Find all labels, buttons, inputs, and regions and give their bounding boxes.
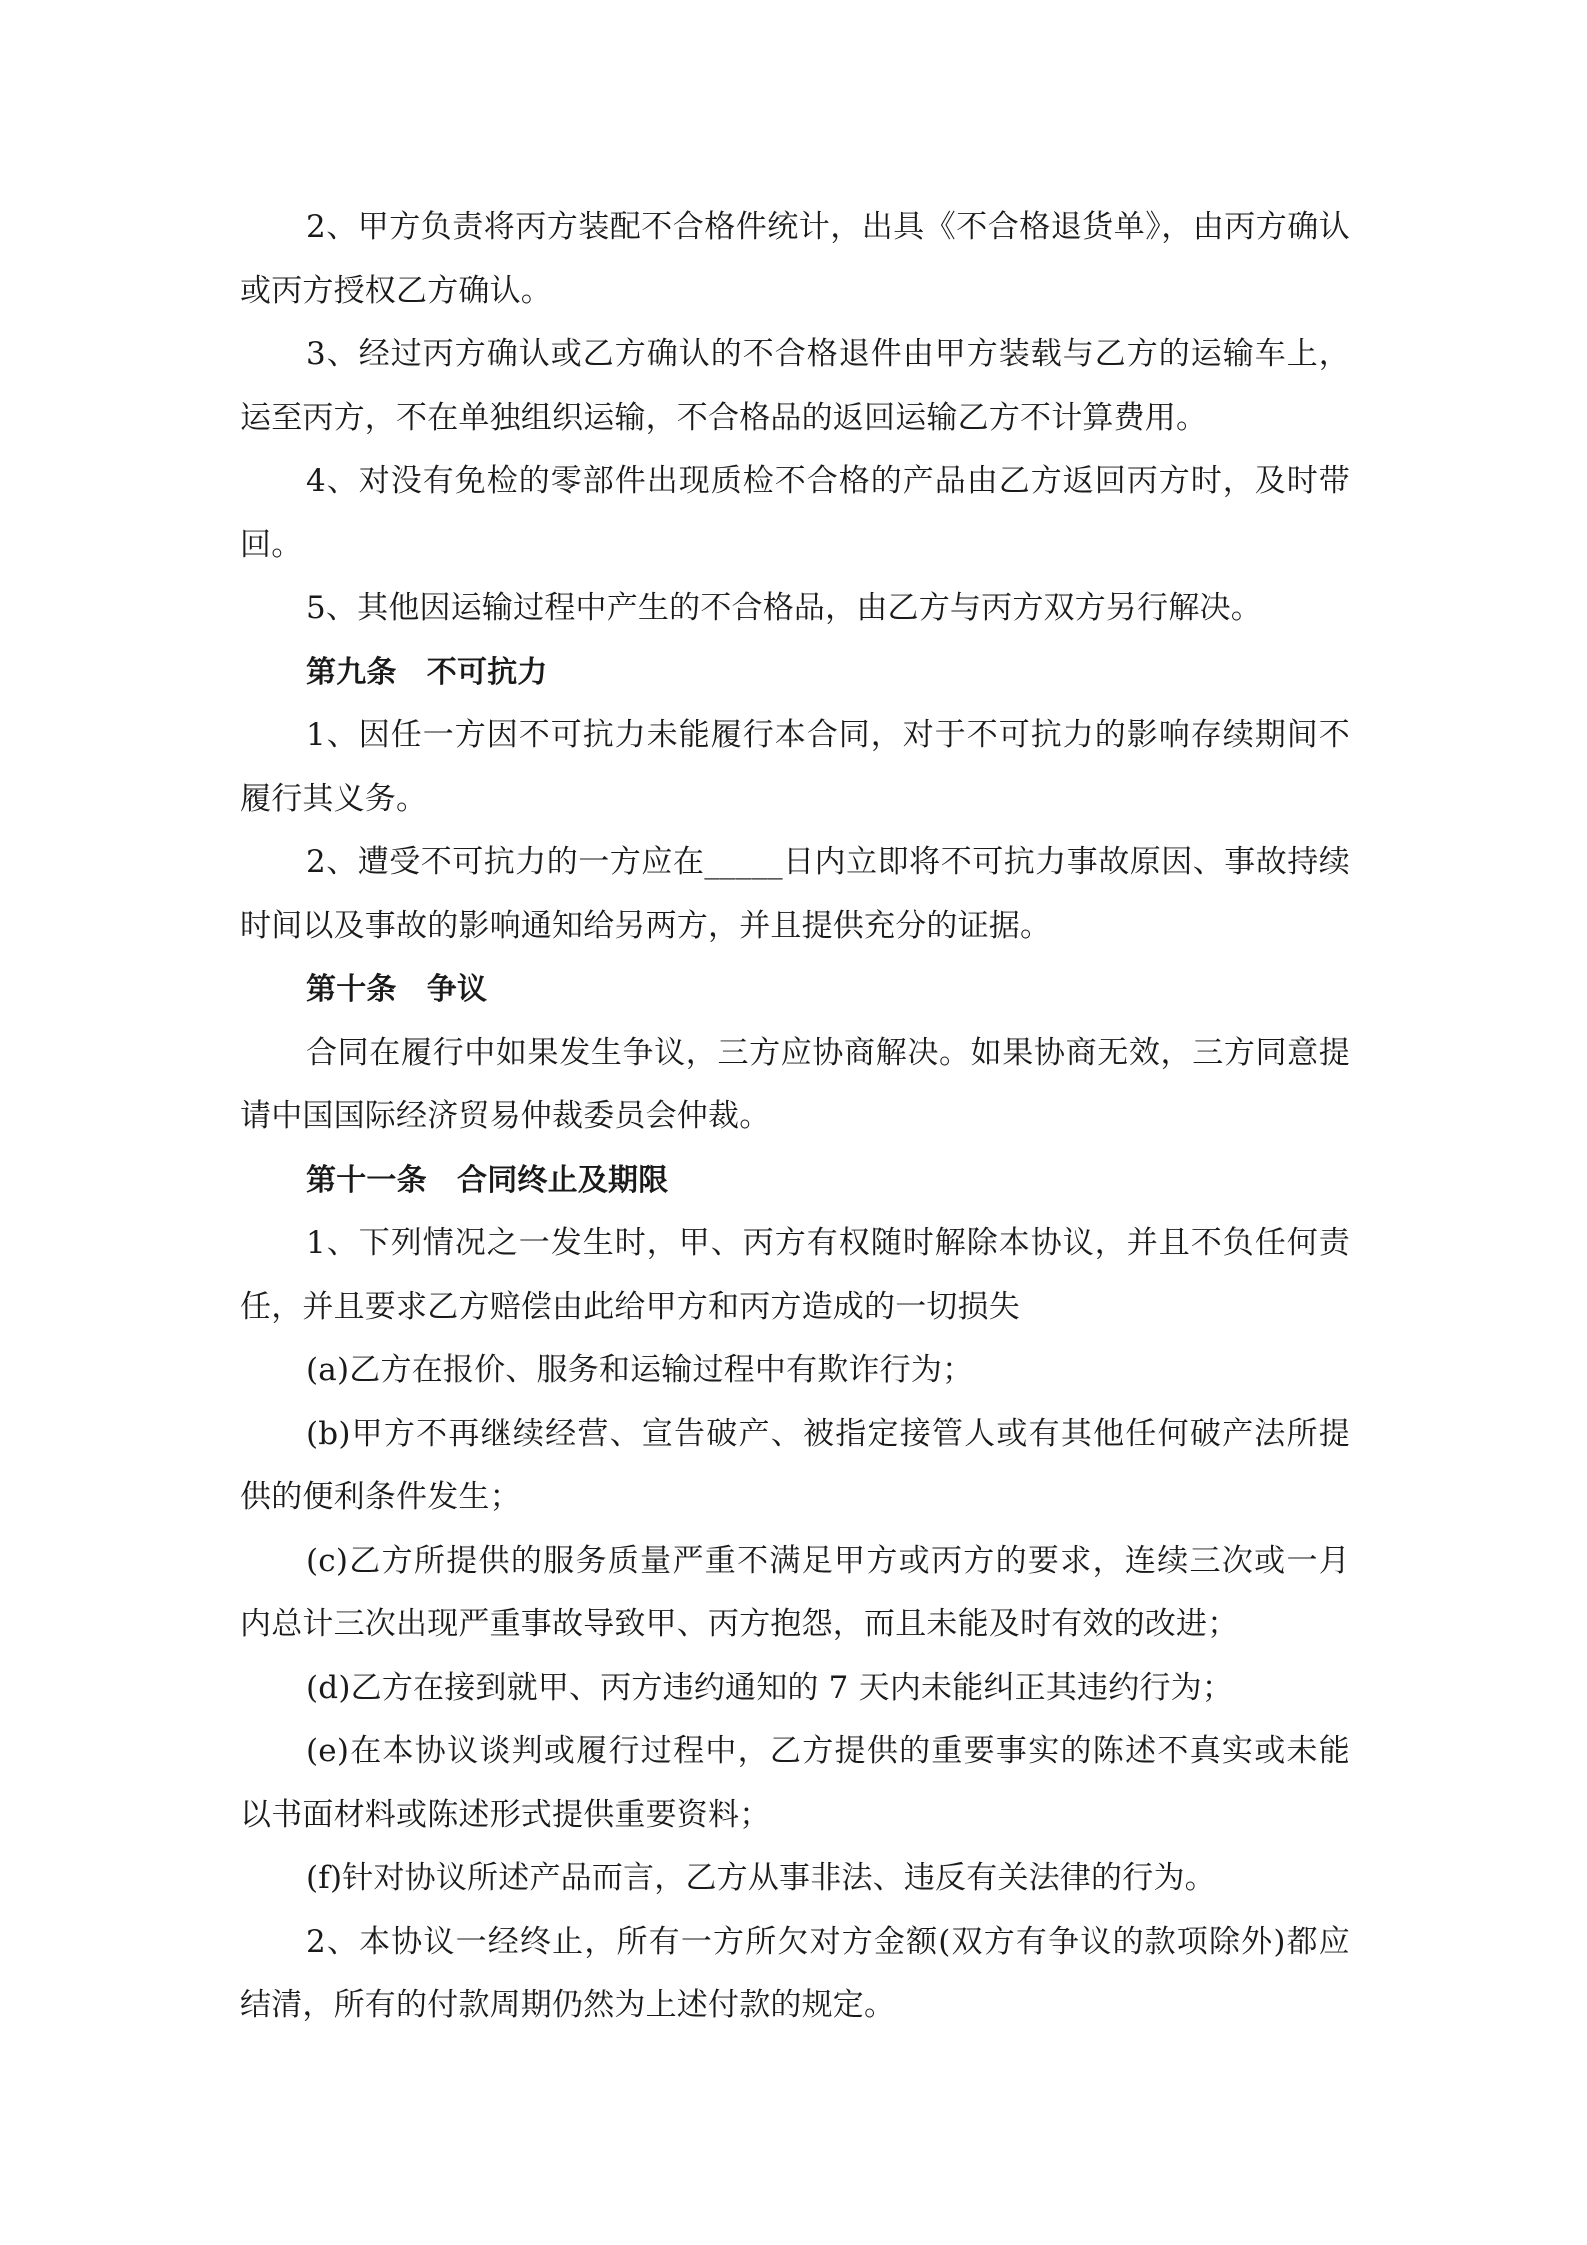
text-line: 2、遭受不可抗力的一方应在_____日内立即将不可抗力事故原因、事故持续 xyxy=(306,844,1350,880)
contract-body xyxy=(240,196,1350,2038)
text-line: 履行其义务。 xyxy=(240,780,428,817)
text-line: (f)针对协议所述产品而言，乙方从事非法、违反有关法律的行为。 xyxy=(306,1860,1216,1896)
text-line: 回。 xyxy=(240,526,303,563)
paragraph xyxy=(240,1911,1350,2038)
text-line: 以书面材料或陈述形式提供重要资料； xyxy=(240,1796,771,1833)
section-heading xyxy=(240,641,1350,705)
text-line: 运至丙方，不在单独组织运输，不合格品的返回运输乙方不计算费用。 xyxy=(240,399,1208,436)
text-line: (c)乙方所提供的服务质量严重不满足甲方或丙方的要求，连续三次或一月 xyxy=(306,1542,1350,1579)
paragraph xyxy=(240,450,1350,577)
text-line: 第十一条 合同终止及期限 xyxy=(306,1162,669,1198)
paragraph xyxy=(240,1212,1350,1339)
section-heading xyxy=(240,1149,1350,1213)
text-line: 任，并且要求乙方赔偿由此给甲方和丙方造成的一切损失 xyxy=(240,1288,1020,1325)
paragraph xyxy=(240,577,1350,641)
text-line: 供的便利条件发生； xyxy=(240,1479,521,1515)
text-line: 请中国国际经济贸易仲裁委员会仲裁。 xyxy=(240,1098,771,1134)
text-line: 2、本协议一经终止，所有一方所欠对方金额(双方有争议的款项除外)都应 xyxy=(306,1923,1350,1960)
text-line: (d)乙方在接到就甲、丙方违约通知的 7 天内未能纠正其违约行为； xyxy=(306,1669,1234,1706)
paragraph xyxy=(240,831,1350,958)
text-line: 或丙方授权乙方确认。 xyxy=(240,272,552,309)
paragraph xyxy=(240,1022,1350,1149)
text-line: 4、对没有免检的零部件出现质检不合格的产品由乙方返回丙方时，及时带 xyxy=(306,463,1350,499)
text-line: 3、经过丙方确认或乙方确认的不合格退件由甲方装载与乙方的运输车上， xyxy=(306,336,1350,372)
text-line: (b)甲方不再继续经营、宣告破产、被指定接管人或有其他任何破产法所提 xyxy=(306,1415,1350,1452)
text-line: 1、因任一方因不可抗力未能履行本合同，对于不可抗力的影响存续期间不 xyxy=(306,717,1350,753)
paragraph xyxy=(240,704,1350,831)
paragraph xyxy=(240,1847,1350,1911)
text-line: 第十条 争议 xyxy=(306,972,488,1007)
section-heading xyxy=(240,958,1350,1022)
text-line: (a)乙方在报价、服务和运输过程中有欺诈行为； xyxy=(306,1352,974,1388)
paragraph xyxy=(240,1403,1350,1530)
paragraph xyxy=(240,1530,1350,1657)
paragraph xyxy=(240,1720,1350,1847)
paragraph xyxy=(240,196,1350,323)
text-line: 5、其他因运输过程中产生的不合格品，由乙方与丙方双方另行解决。 xyxy=(306,590,1262,626)
text-line: 1、下列情况之一发生时，甲、丙方有权随时解除本协议，并且不负任何责 xyxy=(306,1225,1350,1261)
text-line: 2、甲方负责将丙方装配不合格件统计，出具《不合格退货单》，由丙方确认 xyxy=(306,209,1350,245)
text-line: 第九条 不可抗力 xyxy=(306,654,548,690)
paragraph xyxy=(240,323,1350,450)
text-line: (e)在本协议谈判或履行过程中，乙方提供的重要事实的陈述不真实或未能 xyxy=(306,1733,1350,1769)
paragraph xyxy=(240,1339,1350,1403)
text-line: 合同在履行中如果发生争议，三方应协商解决。如果协商无效，三方同意提 xyxy=(306,1034,1350,1071)
text-line: 结清，所有的付款周期仍然为上述付款的规定。 xyxy=(240,1987,896,2023)
text-line: 内总计三次出现严重事故导致甲、丙方抱怨，而且未能及时有效的改进； xyxy=(240,1606,1239,1642)
text-line: 时间以及事故的影响通知给另两方，并且提供充分的证据。 xyxy=(240,907,1052,944)
paragraph xyxy=(240,1657,1350,1721)
